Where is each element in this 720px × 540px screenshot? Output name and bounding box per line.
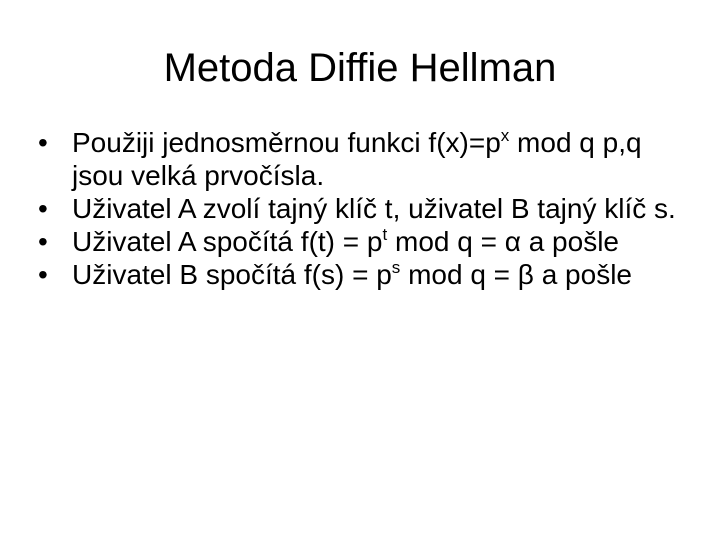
bullet-text-before: Uživatel A spočítá f(t) = p [72, 226, 383, 257]
bullet-text-after: mod q p,q jsou velká prvočísla. [72, 127, 642, 191]
bullet-text-before: Použiji jednosměrnou funkci f(x)=p [72, 127, 501, 158]
bullet-superscript: x [500, 126, 510, 145]
bullet-item-4 [38, 258, 698, 291]
bullet-dot-icon: • [38, 193, 48, 224]
bullet-item-1 [38, 126, 698, 192]
bullet-superscript: s [391, 258, 401, 277]
bullet-text-before: Uživatel A zvolí tajný klíč t, uživatel B tajný klíč s. [72, 193, 676, 224]
bullet-list [38, 126, 698, 291]
slide-title: Metoda Diffie Hellman [163, 46, 557, 90]
bullet-dot-icon: • [38, 259, 48, 290]
bullet-text-after: mod q = α a pošle [387, 226, 619, 257]
bullet-superscript: t [382, 225, 388, 244]
bullet-dot-icon: • [38, 226, 48, 257]
bullet-text-before: Uživatel B spočítá f(s) = p [72, 259, 392, 290]
bullet-dot-icon: • [38, 127, 48, 158]
bullet-text-after: mod q = β a pošle [400, 259, 632, 290]
bullet-item-2 [38, 192, 698, 225]
bullet-item-3 [38, 225, 698, 258]
